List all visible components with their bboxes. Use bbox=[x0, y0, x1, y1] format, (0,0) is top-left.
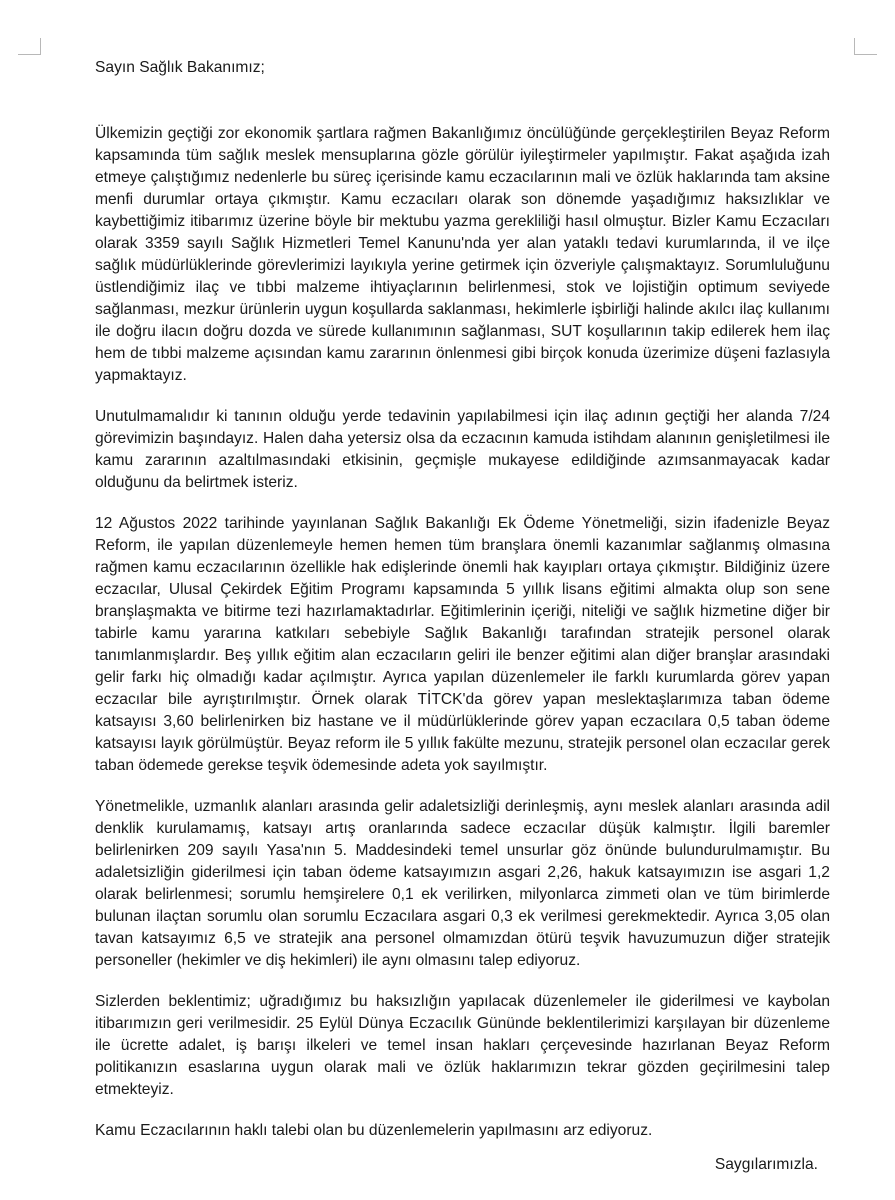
closing-line: Kamu Eczacılarının haklı talebi olan bu düzenlemelerin yapılmasını arz ediyoruz. bbox=[95, 1122, 653, 1139]
salutation: Sayın Sağlık Bakanımız; bbox=[95, 59, 265, 76]
paragraph-5: Sizlerden beklentimiz; uğradığımız bu haksızlığın yapılacak düzenlemeler ile giderilmesi ve kaybolan itibarımızın geri verilmesidir. 25 Eylül Dünya Eczacılık Gününde beklentilerimizi karşılayan bir düzenleme ile ücrette adalet, iş barışı ilkeleri ve temel insan hakları çerçevesinde hazırlanan Beyaz Reform politikanızın esaslarına uygun olarak mali ve özlük haklarımızın tekrar gözden geçirilmesini talep etmekteyiz. bbox=[95, 993, 830, 1098]
paragraph-3: 12 Ağustos 2022 tarihinde yayınlanan Sağlık Bakanlığı Ek Ödeme Yönetmeliği, sizin ifadenizle Beyaz Reform, ile yapılan düzenlemeyle hemen hemen tüm branşlara önemli kazanımlar sağlanmış olmasına rağmen kamu eczacılarının özellikle hak edişlerinde önemli hak kayıpları ortaya çıkmıştır. Bildiğiniz üzere eczacılar, Ulusal Çekirdek Eğitim Programı kapsamında 5 yıllık lisans eğitimi almakta olup son sene branşlaşmakta ve bitirme tezi hazırlamaktadırlar. Eğitimlerinin içeriği, niteliği ve sağlık hizmetine diğer bir tabirle kamu yararına katkıları sebebiyle Sağlık Bakanlığı tarafından stratejik personel olarak tanımlanmışlardır. Beş yıllık eğitim alan eczacıların geliri ile benzer eğitimi alan diğer branşlar arasındaki gelir farkı hiç olmadığı kadar açılmıştır. Ayrıca yapılan düzenlemeler ile farklı kurumlarda görev yapan eczacılar bile ayrıştırılmıştır. Örnek olarak TİTCK'da görev yapan meslektaşlarımıza taban ödeme katsayısı 3,60 belirlenirken biz hastane ve il müdürlüklerinde görev yapan eczacılara 0,5 taban ödeme katsayısı layık görülmüştür. Beyaz reform ile 5 yıllık fakülte mezunu, stratejik personel olan eczacılar gerek taban ödemede gerekse teşvik ödemesinde adeta yok sayılmıştır. bbox=[95, 515, 830, 774]
page-corner-mark-left bbox=[18, 38, 41, 55]
paragraph-2: Unutulmamalıdır ki tanının olduğu yerde tedavinin yapılabilmesi için ilaç adının geçtiği her alanda 7/24 görevimizin başındayız. Halen daha yetersiz olsa da eczacının kamuda istihdam alanının genişletilmesi ile kamu zararının azaltılmasındaki etkisinin, geçmişle mukayese edildiğinde azımsanmayacak kadar olduğunu da belirtmek isteriz. bbox=[95, 408, 830, 491]
signoff: Saygılarımızla. bbox=[714, 1156, 818, 1173]
letter-body bbox=[95, 57, 830, 1176]
paragraph-1: Ülkemizin geçtiği zor ekonomik şartlara rağmen Bakanlığımız öncülüğünde gerçekleştirilen Beyaz Reform kapsamında tüm sağlık meslek mensuplarına gözle görülür iyileştirmeler yapılmıştır. Fakat aşağıda izah etmeye çalıştığımız nedenlerle bu süreç içerisinde kamu eczacılarının mali ve özlük haklarında tam aksine menfi durumlar ortaya çıkmıştır. Kamu eczacıları olarak son dönemde yaşadığımız haksızlıklar ve kaybettiğimiz itibarımız üzerine böyle bir mektubu yazma gerekliliği hasıl olmuştur. Bizler Kamu Eczacıları olarak 3359 sayılı Sağlık Hizmetleri Temel Kanunu'nda yer alan yataklı tedavi kurumlarında, il ve ilçe sağlık müdürlüklerinde görevlerimizi layıkıyla yerine getirmek için özveriyle çalışmaktayız. Sorumluluğunu üstlendiğimiz ilaç ve tıbbi malzeme ihtiyaçlarının belirlenmesi, stok ve lojistiğin optimum seviyede sağlanması, mezkur ürünlerin uygun koşullarda saklanması, hekimlerle işbirliği halinde akılcı ilaç kullanımı ile doğru ilacın doğru dozda ve sürede kullanımının sağlanması, SUT koşullarının takip edilerek hem ilaç hem de tıbbi malzeme açısından kamu zararının önlenmesi gibi birçok konuda üzerimize düşeni fazlasıyla yapmaktayız. bbox=[95, 125, 830, 384]
page-corner-mark-right bbox=[854, 38, 877, 55]
paragraph-4: Yönetmelikle, uzmanlık alanları arasında gelir adaletsizliği derinleşmiş, aynı meslek alanları arasında adil denklik kurulamamış, katsayı artış oranlarında sadece eczacılar düşük kalmıştır. İlgili baremler belirlenirken 209 sayılı Yasa'nın 5. Maddesindeki temel unsurlar göz önünde bulundurulmamıştır. Bu adaletsizliğin giderilmesi için taban ödeme katsayımızın asgari 2,26, hakuk katsayımızın ise asgari 1,2 olarak belirlenmesi; sorumlu hemşirelere 0,1 ek verilirken, milyonlarca zimmeti olan ve tüm birimlerde bulunan ilaçtan sorumlu olan sorumlu Eczacılara asgari 0,3 ek verilmesi gerekmektedir. Ayrıca 3,05 olan tavan katsayımız 6,5 ve stratejik ana personel olmamızdan ötürü teşvik havuzumuzun diğer stratejik personeller (hekimler ve diş hekimleri) ile aynı olmasını talep ediyoruz. bbox=[95, 798, 830, 969]
